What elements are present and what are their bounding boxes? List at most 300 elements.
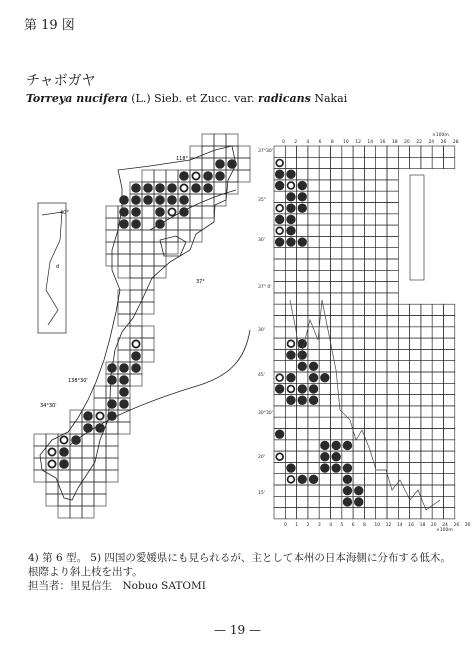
chart-filled-marker <box>321 441 329 449</box>
chart-cell <box>342 225 353 236</box>
occurrence-filled-marker <box>132 220 141 229</box>
chart-cell <box>274 508 285 519</box>
chart-cell <box>364 395 375 406</box>
chart-cell <box>432 474 443 485</box>
map-cell <box>46 494 58 506</box>
chart-cell <box>274 395 285 406</box>
chart-cell <box>364 146 375 157</box>
map-cell <box>142 254 154 266</box>
chart-cell <box>297 282 308 293</box>
map-cell <box>154 266 166 278</box>
occurrence-filled-marker <box>108 364 117 373</box>
chart-cell <box>331 304 342 315</box>
chart-cell <box>353 203 364 214</box>
occurrence-filled-marker <box>84 412 93 421</box>
map-cell <box>94 446 106 458</box>
map-cell <box>142 266 154 278</box>
chart-cell <box>274 462 285 473</box>
chart-open-marker <box>276 453 283 460</box>
chart-cell <box>387 304 398 315</box>
chart-cell <box>376 157 387 168</box>
chart-filled-marker <box>343 486 351 494</box>
chart-cell <box>353 259 364 270</box>
chart-cell <box>331 203 342 214</box>
map-cell <box>82 434 94 446</box>
chart-cell <box>387 316 398 327</box>
chart-cell <box>432 451 443 462</box>
chart-cell <box>353 191 364 202</box>
chart-cell <box>285 406 296 417</box>
map-cell <box>142 350 154 362</box>
occurrence-filled-marker <box>120 208 129 217</box>
chart-cell <box>421 462 432 473</box>
chart-cell <box>342 180 353 191</box>
chart-cell <box>387 236 398 247</box>
chart-cell <box>274 248 285 259</box>
chart-cell <box>432 327 443 338</box>
map-cell <box>94 494 106 506</box>
x-bottom-tick: 24 <box>442 522 448 528</box>
map-cell <box>82 506 94 518</box>
chart-cell <box>353 270 364 281</box>
chart-filled-marker <box>298 396 306 404</box>
chart-cell <box>398 304 409 315</box>
map-cell <box>202 206 214 218</box>
chart-cell <box>376 259 387 270</box>
y-tick: 37°30' <box>258 149 273 154</box>
altitude-chart <box>274 146 455 519</box>
chart-cell <box>319 316 330 327</box>
chart-cell <box>421 485 432 496</box>
chart-cell <box>387 293 398 304</box>
chart-cell <box>297 157 308 168</box>
chart-cell <box>353 327 364 338</box>
chart-cell <box>376 191 387 202</box>
chart-cell <box>444 157 455 168</box>
chart-cell <box>342 316 353 327</box>
chart-cell <box>274 316 285 327</box>
chart-cell <box>297 293 308 304</box>
chart-cell <box>308 406 319 417</box>
occurrence-filled-marker <box>228 160 237 169</box>
map-cell <box>166 170 178 182</box>
chart-cell <box>331 248 342 259</box>
map-cell <box>166 242 178 254</box>
map-cell <box>118 230 130 242</box>
chart-cell <box>308 349 319 360</box>
map-cell <box>142 206 154 218</box>
x-bottom-tick: 10 <box>374 522 381 528</box>
chart-cell <box>376 361 387 372</box>
chart-cell <box>432 440 443 451</box>
map-cell <box>178 230 190 242</box>
chart-cell <box>297 248 308 259</box>
chart-cell <box>331 259 342 270</box>
map-cell <box>142 302 154 314</box>
chart-cell <box>308 304 319 315</box>
chart-filled-marker <box>298 193 306 201</box>
chart-cell <box>297 440 308 451</box>
chart-cell <box>285 248 296 259</box>
x-top-tick: 0 <box>282 140 285 145</box>
chart-cell <box>444 462 455 473</box>
chart-cell <box>319 169 330 180</box>
chart-cell <box>342 383 353 394</box>
inset-map <box>38 203 66 333</box>
chart-cell <box>376 395 387 406</box>
map-cell <box>118 422 130 434</box>
chart-cell <box>432 508 443 519</box>
chart-cell <box>444 361 455 372</box>
chart-cell <box>364 338 375 349</box>
chart-cell <box>364 496 375 507</box>
map-cell <box>130 230 142 242</box>
chart-cell <box>364 304 375 315</box>
chart-cell <box>376 282 387 293</box>
chart-cell <box>364 225 375 236</box>
occurrence-filled-marker <box>108 400 117 409</box>
chart-cell <box>432 146 443 157</box>
chart-cell <box>398 395 409 406</box>
chart-filled-marker <box>343 475 351 483</box>
chart-cell <box>398 349 409 360</box>
chart-cell <box>274 270 285 281</box>
occurrence-filled-marker <box>144 184 153 193</box>
chart-cell <box>444 316 455 327</box>
chart-cell <box>353 282 364 293</box>
chart-filled-marker <box>287 238 295 246</box>
map-cell <box>82 470 94 482</box>
occurrence-filled-marker <box>156 184 165 193</box>
chart-cell <box>410 451 421 462</box>
chart-cell <box>398 406 409 417</box>
variety: radicans <box>258 92 311 105</box>
map-cell <box>82 446 94 458</box>
map-cell <box>142 230 154 242</box>
map-cell <box>106 206 118 218</box>
chart-cell <box>432 157 443 168</box>
chart-filled-marker <box>321 464 329 472</box>
chart-cell <box>353 395 364 406</box>
inset-label-40: 40° <box>60 210 69 216</box>
chart-cell <box>319 417 330 428</box>
chart-cell <box>285 440 296 451</box>
map-cell <box>142 218 154 230</box>
chart-cell <box>319 203 330 214</box>
chart-cell <box>342 157 353 168</box>
chart-cell <box>398 474 409 485</box>
chart-cell <box>285 496 296 507</box>
chart-cell <box>342 429 353 440</box>
chart-cell <box>398 146 409 157</box>
chart-cell <box>364 316 375 327</box>
chart-cell <box>432 417 443 428</box>
map-cell <box>154 170 166 182</box>
chart-cell <box>398 496 409 507</box>
chart-cell <box>308 440 319 451</box>
chart-filled-marker <box>275 238 283 246</box>
chart-cell <box>421 304 432 315</box>
chart-cell <box>444 429 455 440</box>
chart-filled-marker <box>309 373 317 381</box>
chart-cell <box>342 327 353 338</box>
chart-cell <box>353 169 364 180</box>
chart-cell <box>364 236 375 247</box>
chart-cell <box>421 383 432 394</box>
chart-cell <box>398 316 409 327</box>
genus-species: Torreya nucifera <box>26 92 128 105</box>
y-tick: 30' <box>258 238 265 243</box>
chart-cell <box>285 146 296 157</box>
chart-cell <box>387 248 398 259</box>
chart-cell <box>432 406 443 417</box>
chart-cell <box>353 293 364 304</box>
chart-cell <box>342 304 353 315</box>
chart-cell <box>308 485 319 496</box>
chart-cell <box>387 383 398 394</box>
map-cell <box>142 338 154 350</box>
x-top-tick: 16 <box>379 140 386 145</box>
note-line-1: 4) 第 6 型。 5) 四国の愛媛県にも見られるが、主として本州の日本海側に分布する低木。 <box>28 552 451 564</box>
y-tick: 20' <box>258 455 265 460</box>
figure-number: 第 19 図 <box>24 18 75 33</box>
page-number: — 19 — <box>214 623 261 637</box>
chart-cell <box>308 270 319 281</box>
chart-cell <box>297 270 308 281</box>
map-cell <box>106 434 118 446</box>
map-cell <box>178 218 190 230</box>
chart-cell <box>364 485 375 496</box>
chart-cell <box>331 236 342 247</box>
chart-cell <box>319 225 330 236</box>
chart-cell <box>319 146 330 157</box>
map-cell <box>70 422 82 434</box>
chart-cell <box>421 316 432 327</box>
chart-cell <box>410 349 421 360</box>
chart-cell <box>297 451 308 462</box>
chart-cell <box>353 508 364 519</box>
chart-cell <box>387 282 398 293</box>
map-cell <box>154 242 166 254</box>
chart-cell <box>353 474 364 485</box>
x-bottom-tick: 30 <box>464 522 471 528</box>
note-line-3: 担当者：里見信生 Nobuo SATOMI <box>28 580 206 592</box>
chart-filled-marker <box>298 362 306 370</box>
chart-cell <box>319 157 330 168</box>
map-cell <box>190 206 202 218</box>
chart-cell <box>342 270 353 281</box>
chart-cell <box>398 440 409 451</box>
occurrence-filled-marker <box>192 184 201 193</box>
chart-filled-marker <box>275 215 283 223</box>
map-cell <box>34 434 46 446</box>
chart-filled-marker <box>287 464 295 472</box>
chart-filled-marker <box>309 475 317 483</box>
chart-cell <box>319 485 330 496</box>
map-cell <box>106 386 118 398</box>
map-cell <box>190 218 202 230</box>
chart-cell <box>297 485 308 496</box>
chart-cell <box>342 338 353 349</box>
map-cell <box>94 482 106 494</box>
chart-cell <box>331 282 342 293</box>
chart-cell <box>410 417 421 428</box>
chart-cell <box>421 417 432 428</box>
occurrence-open-marker <box>132 340 139 347</box>
occurrence-open-marker <box>48 448 55 455</box>
chart-cell <box>319 191 330 202</box>
map-cell <box>106 218 118 230</box>
chart-cell <box>364 361 375 372</box>
note-line-2: 根際より斜上枝を出す。 <box>28 566 143 578</box>
chart-cell <box>319 236 330 247</box>
map-cell <box>106 422 118 434</box>
chart-cell <box>353 225 364 236</box>
map-cell <box>226 134 238 146</box>
chart-cell <box>376 496 387 507</box>
chart-cell <box>319 395 330 406</box>
map-cell <box>34 458 46 470</box>
chart-cell <box>364 372 375 383</box>
chart-cell <box>274 146 285 157</box>
chart-cell <box>398 485 409 496</box>
y-tick: 15' <box>258 491 265 496</box>
chart-cell <box>274 327 285 338</box>
chart-cell <box>376 203 387 214</box>
map-cell <box>214 134 226 146</box>
chart-cell <box>432 429 443 440</box>
map-cell <box>202 158 214 170</box>
chart-cell <box>331 429 342 440</box>
map-cell <box>70 506 82 518</box>
chart-open-marker <box>276 205 283 212</box>
map-cell <box>130 290 142 302</box>
chart-cell <box>376 293 387 304</box>
chart-cell <box>285 508 296 519</box>
chart-cell <box>342 508 353 519</box>
map-cell <box>118 410 130 422</box>
chart-cell <box>387 496 398 507</box>
chart-cell <box>331 270 342 281</box>
chart-cell <box>410 146 421 157</box>
chart-cell <box>331 327 342 338</box>
chart-filled-marker <box>298 340 306 348</box>
chart-filled-marker <box>343 498 351 506</box>
chart-open-marker <box>288 340 295 347</box>
chart-cell <box>353 157 364 168</box>
chart-cell <box>387 203 398 214</box>
grid-label-118: 118° <box>176 156 189 162</box>
chart-cell <box>342 191 353 202</box>
chart-cell <box>308 236 319 247</box>
chart-cell <box>421 327 432 338</box>
chart-cell <box>353 146 364 157</box>
chart-cell <box>331 383 342 394</box>
chart-cell <box>432 304 443 315</box>
chart-cell <box>410 157 421 168</box>
chart-cell <box>297 372 308 383</box>
occurrence-filled-marker <box>156 208 165 217</box>
chart-cell <box>410 462 421 473</box>
occurrence-filled-marker <box>120 388 129 397</box>
occurrence-filled-marker <box>168 196 177 205</box>
x-top-tick: 20 <box>404 140 410 145</box>
occurrence-open-marker <box>96 412 103 419</box>
chart-cell <box>444 372 455 383</box>
occurrence-filled-marker <box>120 220 129 229</box>
occurrence-filled-marker <box>108 412 117 421</box>
chart-cell <box>376 169 387 180</box>
chart-cell <box>398 451 409 462</box>
x-top-tick: 6 <box>318 140 322 145</box>
chart-open-marker <box>288 182 295 189</box>
chart-cell <box>376 383 387 394</box>
chart-filled-marker <box>355 486 363 494</box>
chart-cell <box>342 259 353 270</box>
chart-cell <box>331 146 342 157</box>
occurrence-filled-marker <box>168 184 177 193</box>
chart-cell <box>376 474 387 485</box>
chart-cell <box>353 248 364 259</box>
chart-cell <box>319 180 330 191</box>
chart-cell <box>364 259 375 270</box>
chart-cell <box>398 157 409 168</box>
chart-filled-marker <box>275 181 283 189</box>
map-cell <box>142 242 154 254</box>
chart-cell <box>285 361 296 372</box>
chart-cell <box>353 372 364 383</box>
y-tick: 30°30' <box>258 411 273 416</box>
x-bottom-tick: 16 <box>408 522 415 528</box>
chart-cell <box>353 406 364 417</box>
chart-cell <box>342 169 353 180</box>
map-cell <box>214 182 226 194</box>
chart-cell <box>376 417 387 428</box>
map-cell <box>130 374 142 386</box>
chart-cell <box>353 304 364 315</box>
chart-filled-marker <box>287 204 295 212</box>
chart-cell <box>353 214 364 225</box>
x-bottom-tick: 3 <box>317 522 321 528</box>
occurrence-filled-marker <box>180 172 189 181</box>
x-top-tick: 14 <box>367 140 374 145</box>
chart-filled-marker <box>321 453 329 461</box>
chart-cell <box>319 361 330 372</box>
chart-cell <box>387 270 398 281</box>
chart-cell <box>410 327 421 338</box>
chart-cell <box>297 406 308 417</box>
chart-cell <box>342 417 353 428</box>
chart-cell <box>297 146 308 157</box>
chart-cell <box>285 451 296 462</box>
chart-cell <box>331 180 342 191</box>
chart-filled-marker <box>287 351 295 359</box>
chart-cell <box>421 338 432 349</box>
chart-cell <box>342 406 353 417</box>
chart-cell <box>342 146 353 157</box>
chart-cell <box>376 214 387 225</box>
chart-cell <box>376 316 387 327</box>
occurrence-filled-marker <box>132 352 141 361</box>
chart-cell <box>274 191 285 202</box>
chart-cell <box>444 406 455 417</box>
chart-cell <box>331 485 342 496</box>
chart-cell <box>364 191 375 202</box>
map-cell <box>130 254 142 266</box>
chart-cell <box>376 429 387 440</box>
chart-cell <box>387 429 398 440</box>
chart-cell <box>432 349 443 360</box>
